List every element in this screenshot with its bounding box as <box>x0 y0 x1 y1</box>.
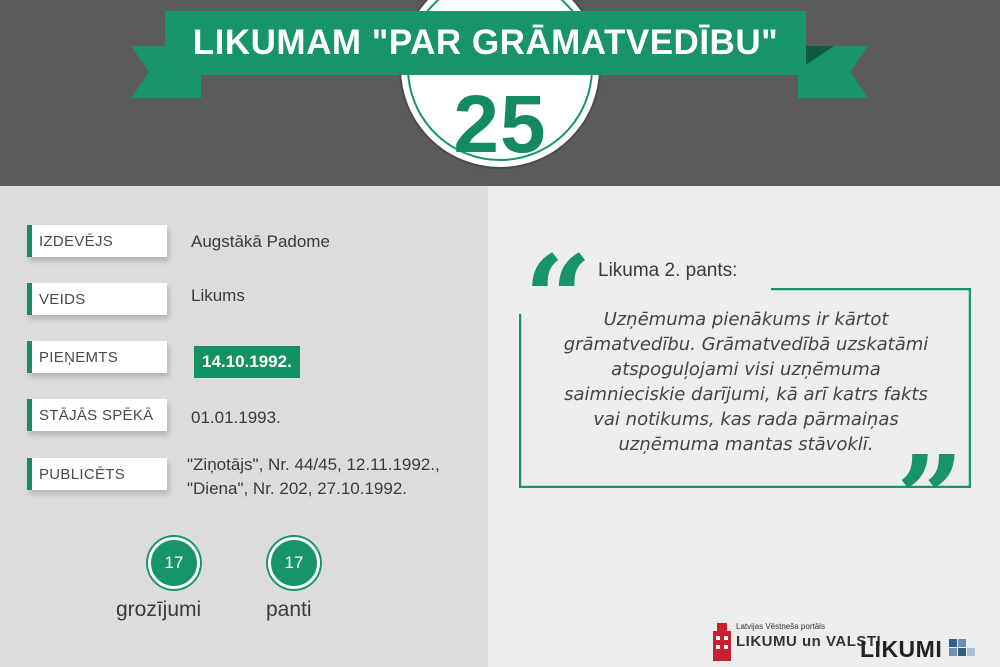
info-value: Likums <box>191 286 245 305</box>
info-value: 01.01.1993. <box>191 408 281 427</box>
page-title: LIKUMAM "PAR GRĀMATVEDĪBU" <box>192 23 779 62</box>
info-tag <box>27 283 167 315</box>
info-value-line-1: "Ziņotājs", Nr. 44/45, 12.11.1992., <box>187 455 440 474</box>
lvp-logo-title: LIKUMU un VALSTI <box>736 633 882 650</box>
quote-line: vai notikums, kas rada pārmaiņas <box>593 409 899 430</box>
info-label: PIEŅEMTS <box>39 349 119 366</box>
info-label: IZDEVĒJS <box>39 233 114 250</box>
likumi-logo-text: LIKUMI <box>860 636 943 662</box>
open-quote-icon: “ <box>524 229 592 368</box>
quote-title: Likuma 2. pants: <box>598 260 738 281</box>
anniversary-number: 25 <box>453 79 547 170</box>
articles-count-badge: 17 <box>268 537 320 589</box>
likumi-logo[interactable] <box>860 636 975 663</box>
articles-label: panti <box>266 598 312 621</box>
lvp-logo[interactable] <box>712 620 882 664</box>
quote-line: atspoguļojami visi uzņēmuma <box>611 359 881 380</box>
info-label: VEIDS <box>39 291 86 308</box>
quote-line: saimnieciskie darījumi, kā arī katrs fakts <box>564 384 928 405</box>
quote-line: uzņēmuma mantas stāvoklī. <box>618 434 874 455</box>
lvp-logo-subtitle: Latvijas Vēstneša portāls <box>736 622 825 631</box>
info-tag <box>27 399 167 431</box>
info-tag <box>27 341 167 373</box>
info-tag <box>27 458 167 490</box>
amendments-label: grozījumi <box>116 598 202 621</box>
adopted-date-badge: 14.10.1992. <box>194 346 300 378</box>
quote-line: grāmatvedību. Grāmatvedībā uzskatāmi <box>563 334 929 355</box>
amendments-count-badge: 17 <box>148 537 200 589</box>
info-tag <box>27 225 167 257</box>
quote-line: Uzņēmuma pienākums ir kārtot <box>603 309 889 330</box>
likumi-grid-icon <box>949 639 975 659</box>
title-ribbon <box>165 11 806 75</box>
ribbon-right-wing <box>798 46 868 98</box>
info-value-line-2: "Diena", Nr. 202, 27.10.1992. <box>187 479 407 498</box>
quote-text <box>528 307 964 457</box>
lvp-building-icon <box>712 621 732 661</box>
info-label: PUBLICĒTS <box>39 466 126 483</box>
info-label: STĀJĀS SPĒKĀ <box>39 407 154 424</box>
info-value: Augstākā Padome <box>191 232 330 251</box>
close-quote-icon: ” <box>896 429 964 568</box>
